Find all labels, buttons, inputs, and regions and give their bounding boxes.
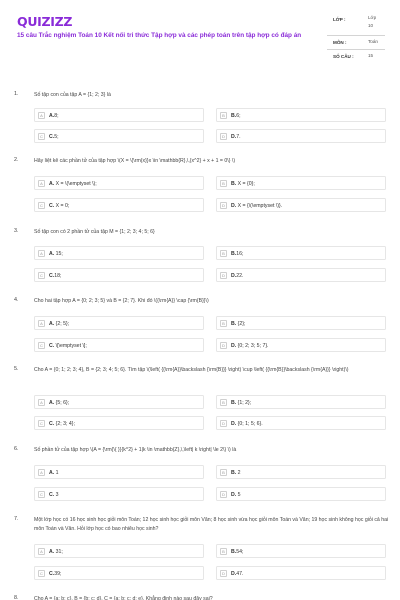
q1-option-d[interactable] (216, 129, 386, 143)
q7-option-b[interactable] (216, 544, 386, 558)
q7-option-d[interactable] (216, 566, 386, 580)
q1-option-a[interactable] (34, 108, 204, 122)
q5-option-c[interactable] (34, 416, 204, 430)
q7-option-a[interactable] (34, 544, 204, 558)
option-letter: A (38, 180, 45, 187)
question-number: 6. (14, 446, 19, 452)
q5-option-d[interactable] (216, 416, 386, 430)
option-key: A. (49, 469, 55, 476)
q3-option-a[interactable] (34, 246, 204, 260)
option-letter: A (38, 320, 45, 327)
question-number: 3. (14, 228, 19, 234)
option-letter: D (220, 133, 227, 140)
option-letter: B (220, 250, 227, 257)
option-key: C. (49, 570, 55, 577)
option-value: X = \(\emptyset \); (55, 180, 97, 187)
q6-option-a[interactable] (34, 465, 204, 479)
option-key: C. (49, 420, 55, 427)
option-value: {2; 3; 4}; (55, 420, 75, 427)
option-value: 7. (236, 133, 241, 140)
option-letter: C (38, 491, 45, 498)
option-value: 47. (236, 570, 244, 577)
option-letter: D (220, 202, 227, 209)
option-value: 54; (236, 548, 244, 555)
option-value: 31; (55, 548, 63, 555)
question-text: Một lớp học có 16 học sinh học giỏi môn Toán; 12 học sinh học giỏi môn Văn; 8 học sinh vừa học giỏi môn Toán và Văn; 19 học sinh không học giỏi cả hai môn Toán và Văn. Hỏi lớp học có bao nhiêu học sinh? (34, 517, 389, 532)
worksheet-title: 15 câu Trắc nghiệm Toán 10 Kết nối tri thức Tập hợp và các phép toán trên tập hợp có đáp án (17, 32, 302, 39)
option-value: 6; (236, 112, 241, 119)
option-key: C. (49, 133, 55, 140)
question-text: Cho A = {0; 1; 2; 3; 4}, B = {2; 3; 4; 5; 6}. Tìm tập \(\left( {{\rm{A}}\backslash {\rm{B}}} \right) \cup \left( {{\rm{B}}\backslash {\rm{A}}} \right)\) (34, 367, 349, 373)
option-letter: A (38, 250, 45, 257)
option-value: 2 (237, 469, 241, 476)
q4-option-b[interactable] (216, 316, 386, 330)
option-letter: B (220, 180, 227, 187)
option-letter: D (220, 342, 227, 349)
option-key: C. (49, 272, 55, 279)
option-key: A. (49, 250, 55, 257)
meta-class-row (327, 11, 385, 36)
option-key: B. (231, 399, 237, 406)
option-key: A. (49, 112, 55, 119)
option-key: D. (231, 420, 237, 427)
meta-subject-row (327, 36, 385, 50)
option-value: {2; 5}; (55, 320, 70, 327)
question-text: Cho hai tập hợp A = {0; 2; 3; 5} và B = {2; 7}. Khi đó \({\rm{A}} \cap {\rm{B}}\) (34, 298, 209, 304)
option-letter: A (38, 112, 45, 119)
option-value: X = {0}; (237, 180, 255, 187)
meta-class-value: Lớp 10 (368, 15, 377, 28)
option-key: D. (231, 272, 237, 279)
option-value: {0; 2; 3; 5; 7}. (237, 342, 269, 349)
option-value: 8; (54, 112, 59, 119)
option-key: D. (231, 202, 237, 209)
meta-class-label: LỚP : (333, 17, 346, 22)
option-key: C. (49, 202, 55, 209)
option-letter: C (38, 342, 45, 349)
q3-option-b[interactable] (216, 246, 386, 260)
question-number: 4. (14, 297, 19, 303)
option-letter: A (38, 469, 45, 476)
q6-option-d[interactable] (216, 487, 386, 501)
option-key: A. (49, 399, 55, 406)
quizizz-logo: QUIZIZZ (17, 14, 73, 29)
worksheet-header (0, 0, 400, 84)
question-text: Số phần tử của tập hợp \(A = {\rm{\{ }}{k^2} + 1|k \in \mathbb{Z},\,\left| k \right| \le 2\} \) là (34, 447, 237, 453)
q4-option-a[interactable] (34, 316, 204, 330)
option-value: {1; 2}; (237, 399, 252, 406)
option-key: D. (231, 133, 237, 140)
question-number: 1. (14, 91, 19, 97)
option-letter: C (38, 570, 45, 577)
q7-option-c[interactable] (34, 566, 204, 580)
option-key: D. (231, 570, 237, 577)
option-value: {5; 6}; (55, 399, 70, 406)
option-value: 18; (54, 272, 62, 279)
meta-count-label: SỐ CÂU : (333, 54, 354, 59)
question-text: Cho A = {a; b; c}, B = {b; c; d}, C = {a; b; c; d; e}. Khẳng định nào sau đây sai? (34, 596, 213, 600)
option-letter: D (220, 491, 227, 498)
option-key: D. (231, 491, 237, 498)
option-key: A. (49, 320, 55, 327)
option-letter: C (38, 202, 45, 209)
option-key: C. (49, 342, 55, 349)
option-key: B. (231, 180, 237, 187)
meta-count-row (327, 50, 385, 64)
q4-option-c[interactable] (34, 338, 204, 352)
option-key: A. (49, 548, 55, 555)
option-key: B. (231, 469, 237, 476)
option-value: 1 (55, 469, 59, 476)
option-value: {2}; (237, 320, 246, 327)
option-letter: C (38, 420, 45, 427)
option-value: X = {\(\emptyset \)}. (237, 202, 283, 209)
question-text: Số tập con có 2 phần tử của tập M = {1; 2; 3; 4; 5; 6} (34, 229, 155, 235)
q6-option-b[interactable] (216, 465, 386, 479)
option-letter: B (220, 320, 227, 327)
question-number: 7. (14, 516, 19, 522)
option-value: 15; (55, 250, 63, 257)
q4-option-d[interactable] (216, 338, 386, 352)
q3-option-c[interactable] (34, 268, 204, 282)
question-number: 2. (14, 157, 19, 163)
q2-option-c[interactable] (34, 198, 204, 212)
question-text: Số tập con của tập A = {1; 2; 3} là (34, 92, 111, 98)
meta-subject-value: Toán (368, 39, 378, 44)
option-value: 16; (236, 250, 244, 257)
q2-option-b[interactable] (216, 176, 386, 190)
option-letter: D (220, 420, 227, 427)
meta-count-value: 15 (368, 53, 374, 58)
option-key: D. (231, 342, 237, 349)
option-letter: C (38, 272, 45, 279)
question-number: 8. (14, 595, 19, 600)
option-value: 39; (54, 570, 62, 577)
option-value: 22. (236, 272, 244, 279)
question-text: Hãy liệt kê các phần tử của tập hợp \(X = \{\rm{x}}x \in \mathbb{R},\,{x^2} + x + 1 = 0\} \) (34, 158, 236, 164)
option-value: 3 (55, 491, 59, 498)
q3-option-d[interactable] (216, 268, 386, 282)
option-letter: B (220, 112, 227, 119)
option-key: C. (49, 491, 55, 498)
worksheet-meta (327, 11, 385, 64)
option-value: \[\emptyset \]; (55, 342, 87, 349)
q1-option-b[interactable] (216, 108, 386, 122)
option-letter: D (220, 570, 227, 577)
option-key: A. (49, 180, 55, 187)
option-value: {0; 1; 5; 6}. (237, 420, 263, 427)
option-letter: B (220, 469, 227, 476)
meta-subject-label: MÔN : (333, 40, 347, 45)
option-letter: A (38, 399, 45, 406)
option-letter: B (220, 548, 227, 555)
option-letter: C (38, 133, 45, 140)
option-key: B. (231, 320, 237, 327)
option-value: 5 (237, 491, 241, 498)
q5-option-a[interactable] (34, 395, 204, 409)
option-value: 5; (54, 133, 59, 140)
option-letter: D (220, 272, 227, 279)
option-letter: B (220, 399, 227, 406)
q2-option-d[interactable] (216, 198, 386, 212)
q2-option-a[interactable] (34, 176, 204, 190)
option-key: B. (231, 112, 237, 119)
option-key: B. (231, 250, 237, 257)
option-key: B. (231, 548, 237, 555)
option-letter: A (38, 548, 45, 555)
q1-option-c[interactable] (34, 129, 204, 143)
option-value: X = 0; (55, 202, 70, 209)
q5-option-b[interactable] (216, 395, 386, 409)
question-number: 5. (14, 366, 19, 372)
q6-option-c[interactable] (34, 487, 204, 501)
